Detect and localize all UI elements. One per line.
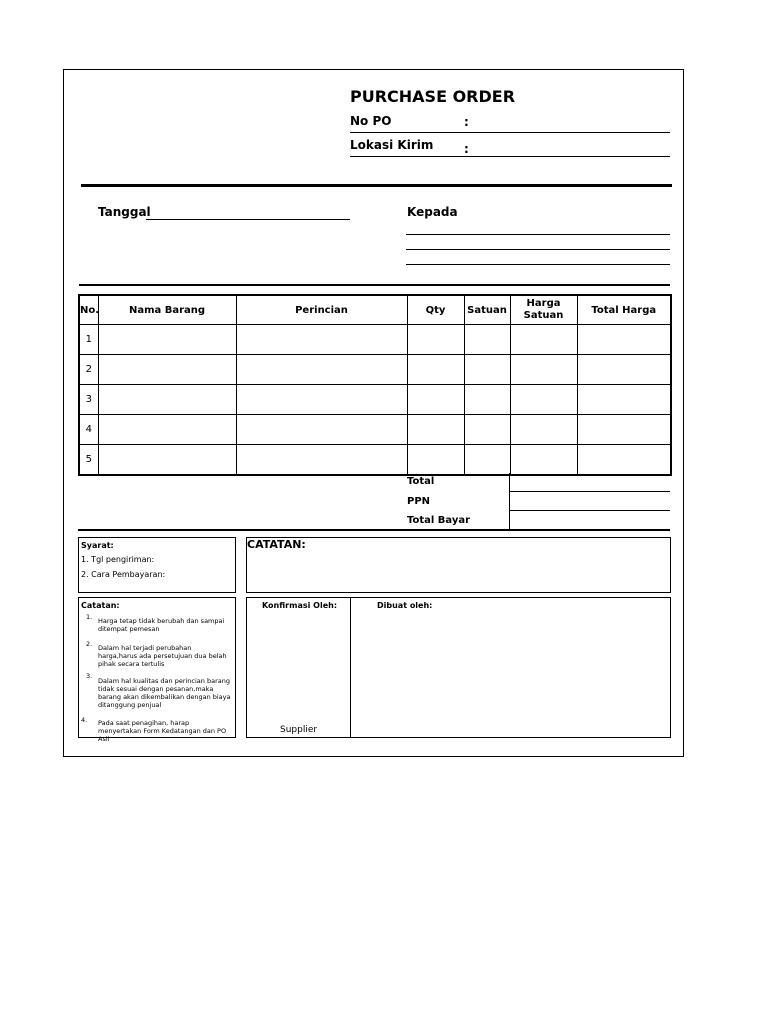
cell-harga-satuan[interactable] bbox=[510, 385, 577, 415]
dibuat-label: Dibuat oleh: bbox=[377, 601, 433, 610]
catatan-title: CATATAN: bbox=[247, 538, 306, 551]
tanggal-field-line[interactable] bbox=[146, 219, 350, 220]
cell-total-harga[interactable] bbox=[577, 355, 671, 385]
total-label: Total bbox=[407, 476, 435, 487]
cell-nama-barang[interactable] bbox=[98, 415, 236, 445]
cell-satuan[interactable] bbox=[464, 415, 510, 445]
cell-satuan[interactable] bbox=[464, 385, 510, 415]
ppn-label: PPN bbox=[407, 496, 431, 507]
cell-total-harga[interactable] bbox=[577, 325, 671, 355]
note-number: 2. bbox=[86, 640, 93, 648]
cell-total-harga[interactable] bbox=[577, 415, 671, 445]
cell-harga-satuan[interactable] bbox=[510, 445, 577, 476]
cell-qty[interactable] bbox=[407, 355, 464, 385]
notes-box bbox=[78, 597, 236, 743]
totals-bottom-line bbox=[78, 529, 670, 531]
kepada-line-1[interactable] bbox=[406, 234, 670, 235]
catatan-box[interactable] bbox=[246, 537, 671, 593]
cell-perincian[interactable] bbox=[236, 385, 407, 415]
cell-qty[interactable] bbox=[407, 325, 464, 355]
notes-title: Catatan: bbox=[81, 601, 120, 610]
row-number: 5 bbox=[79, 445, 98, 476]
info-divider bbox=[79, 284, 670, 286]
cell-perincian[interactable] bbox=[236, 355, 407, 385]
cell-nama-barang[interactable] bbox=[98, 355, 236, 385]
cell-nama-barang[interactable] bbox=[98, 385, 236, 415]
col-header-satuan: Satuan bbox=[464, 295, 510, 325]
col-header-harga-satuan: Harga Satuan bbox=[510, 295, 577, 325]
syarat-box bbox=[78, 537, 236, 593]
cell-qty[interactable] bbox=[407, 445, 464, 476]
ppn-field-line[interactable] bbox=[509, 510, 670, 511]
signature-box bbox=[246, 597, 671, 738]
tanggal-label: Tanggal bbox=[98, 205, 151, 219]
cell-satuan[interactable] bbox=[464, 445, 510, 476]
cell-harga-satuan[interactable] bbox=[510, 325, 577, 355]
syarat-title: Syarat: bbox=[81, 541, 114, 550]
note-number: 1. bbox=[86, 613, 93, 621]
cell-nama-barang[interactable] bbox=[98, 445, 236, 476]
lokasi-kirim-label: Lokasi Kirim bbox=[350, 138, 434, 152]
col-header-nama-barang: Nama Barang bbox=[98, 295, 236, 325]
table-row bbox=[79, 415, 671, 445]
signature-divider bbox=[350, 598, 351, 737]
cell-total-harga[interactable] bbox=[577, 385, 671, 415]
cell-total-harga[interactable] bbox=[577, 445, 671, 476]
dibuat-signature-area[interactable] bbox=[352, 612, 669, 736]
row-number: 3 bbox=[79, 385, 98, 415]
table-header-row bbox=[79, 295, 671, 325]
no-po-field-line[interactable] bbox=[350, 132, 670, 133]
cell-perincian[interactable] bbox=[236, 325, 407, 355]
konfirmasi-signature-area[interactable] bbox=[248, 612, 349, 722]
header-divider bbox=[81, 184, 672, 187]
note-text: Dalam hal kualitas dan perincian barang tidak sesuai dengan pesanan,maka barang akan dikembalikan dengan biaya ditanggung penjual bbox=[98, 677, 231, 709]
lokasi-kirim-colon: : bbox=[464, 142, 469, 156]
row-number: 4 bbox=[79, 415, 98, 445]
page-title: PURCHASE ORDER bbox=[350, 87, 516, 106]
syarat-item-1: 1. Tgl pengiriman: bbox=[81, 555, 155, 564]
cell-harga-satuan[interactable] bbox=[510, 415, 577, 445]
no-po-label: No PO bbox=[350, 114, 392, 128]
note-text: Harga tetap tidak berubah dan sampai ditempat pemesan bbox=[98, 617, 225, 633]
cell-perincian[interactable] bbox=[236, 415, 407, 445]
items-table bbox=[78, 294, 672, 476]
konfirmasi-label: Konfirmasi Oleh: bbox=[262, 601, 338, 610]
kepada-label: Kepada bbox=[407, 205, 458, 219]
total-field-line[interactable] bbox=[509, 491, 670, 492]
cell-perincian[interactable] bbox=[236, 445, 407, 476]
row-number: 2 bbox=[79, 355, 98, 385]
note-text: Dalam hal terjadi perubahan harga,harus ada persetujuan dua belah pihak secara tertulis bbox=[98, 644, 227, 668]
cell-qty[interactable] bbox=[407, 415, 464, 445]
col-header-perincian: Perincian bbox=[236, 295, 407, 325]
kepada-line-2[interactable] bbox=[406, 249, 670, 250]
cell-nama-barang[interactable] bbox=[98, 325, 236, 355]
supplier-label: Supplier bbox=[280, 725, 318, 735]
note-number: 4. bbox=[81, 716, 88, 724]
table-row bbox=[79, 445, 671, 476]
lokasi-kirim-field-line[interactable] bbox=[350, 156, 670, 157]
note-text: Pada saat penagihan, harap menyertakan Form Kedatangan dan PO Asli bbox=[98, 719, 227, 743]
table-row bbox=[79, 385, 671, 415]
col-header-no: No. bbox=[79, 295, 98, 325]
col-header-qty: Qty bbox=[407, 295, 464, 325]
table-row bbox=[79, 325, 671, 355]
table-row bbox=[79, 355, 671, 385]
cell-satuan[interactable] bbox=[464, 355, 510, 385]
row-number: 1 bbox=[79, 325, 98, 355]
syarat-item-2: 2. Cara Pembayaran: bbox=[81, 570, 166, 579]
cell-qty[interactable] bbox=[407, 385, 464, 415]
cell-harga-satuan[interactable] bbox=[510, 355, 577, 385]
no-po-colon: : bbox=[464, 115, 469, 129]
col-header-total-harga: Total Harga bbox=[577, 295, 671, 325]
note-number: 3. bbox=[86, 672, 93, 680]
totals-divider bbox=[509, 473, 510, 529]
cell-satuan[interactable] bbox=[464, 325, 510, 355]
total-bayar-label: Total Bayar bbox=[407, 515, 471, 526]
kepada-line-3[interactable] bbox=[406, 264, 670, 265]
